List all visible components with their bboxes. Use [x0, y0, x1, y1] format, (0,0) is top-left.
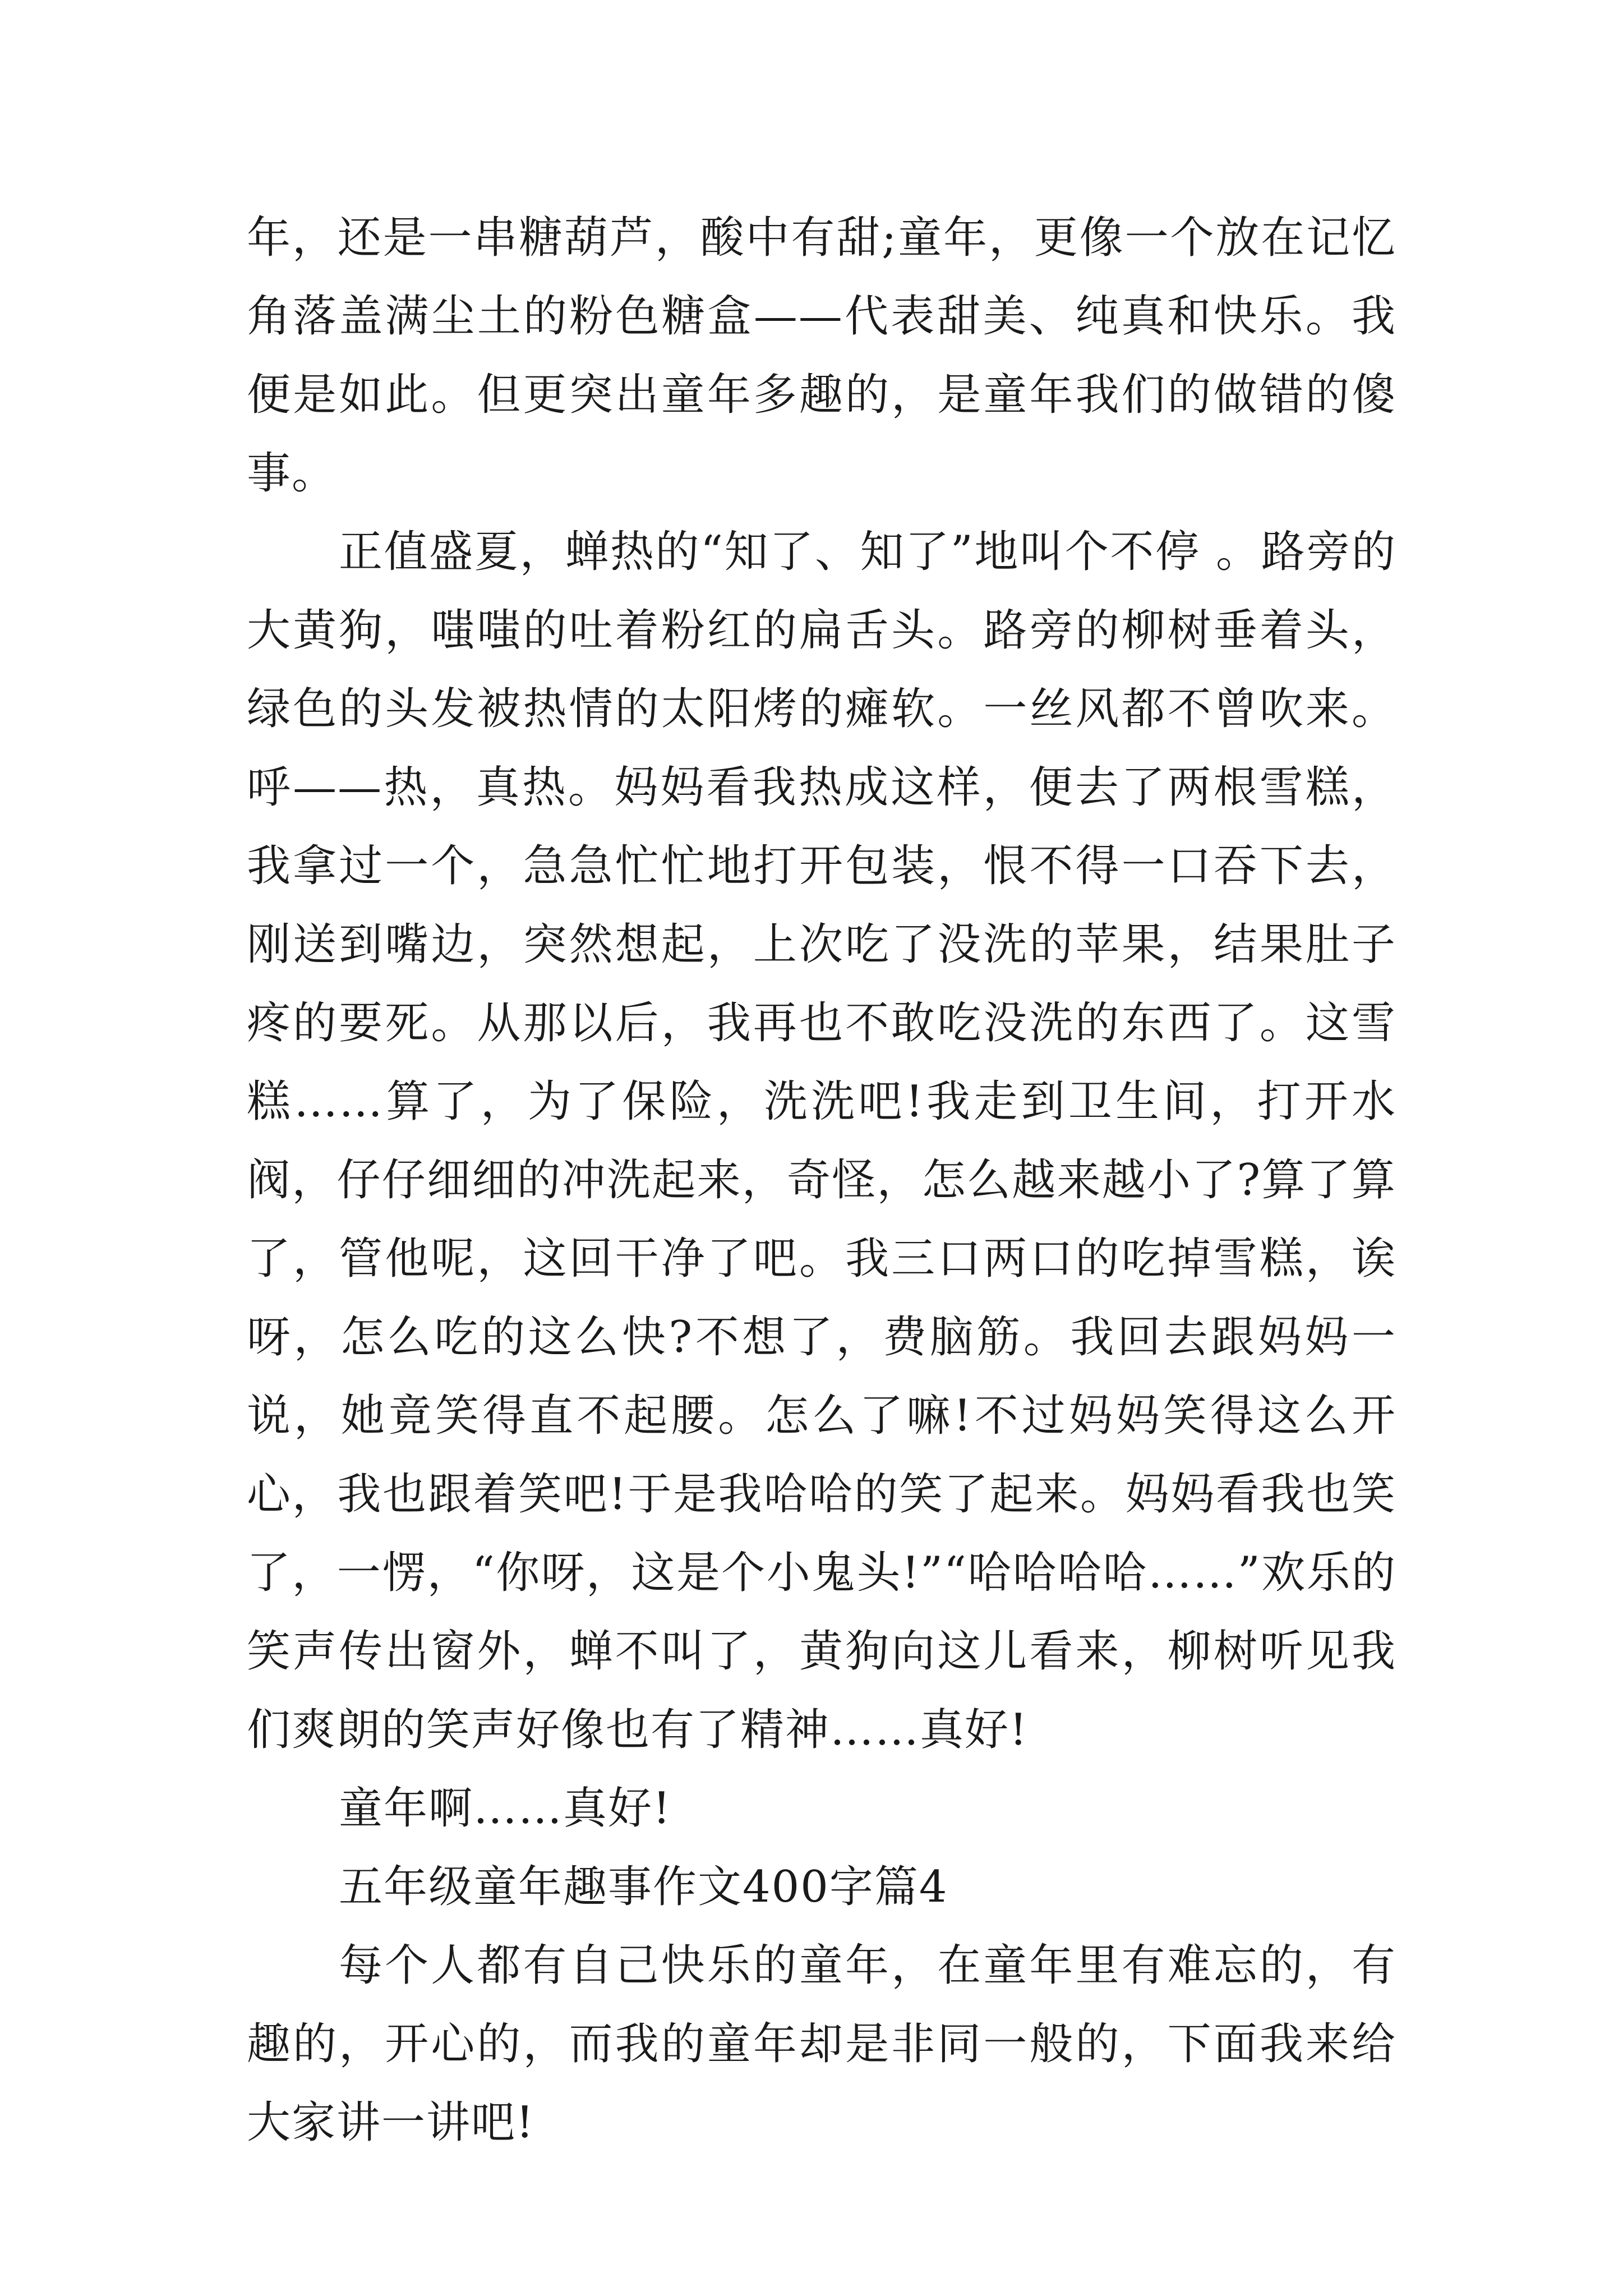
paragraph-1: 年，还是一串糖葫芦，酸中有甜;童年，更像一个放在记忆角落盖满尘土的粉色糖盒——代表甜美、纯真和快乐。我便是如此。但更突出童年多趣的，是童年我们的做错的傻事。 [247, 213, 1396, 499]
paragraph-3: 童年啊……真好! [339, 1783, 672, 1834]
paragraph-2: 正值盛夏，蝉热的“知了、知了”地叫个不停 。路旁的大黄狗，嗤嗤的吐着粉红的扁舌头。路旁的柳树垂着头，绿色的头发被热情的太阳烤的瘫软。一丝风都不曾吹来。呼——热，真热。妈妈看我热成这样，便去了两根雪糕，我拿过一个，急急忙忙地打开包装，恨不得一口吞下去，刚送到嘴边，突然想起，上次吃了没洗的苹果，结果肚子疼的要死。从那以后，我再也不敢吃没洗的东西了。这雪糕……算了，为了保险，洗洗吧!我走到卫生间，打开水阀，仔仔细细的冲洗起来，奇怪，怎么越来越小了?算了算了，管他呢，这回干净了吧。我三口两口的吃掉雪糕，诶呀，怎么吃的这么快?不想了，费脑筋。我回去跟妈妈一说，她竟笑得直不起腰。怎么了嘛!不过妈妈笑得这么开心，我也跟着笑吧!于是我哈哈的笑了起来。妈妈看我也笑了，一愣，“你呀，这是个小鬼头!”“哈哈哈哈……”欢乐的笑声传出窗外，蝉不叫了，黄狗向这儿看来，柳树听见我们爽朗的笑声好像也有了精神……真好! [247, 527, 1396, 1755]
section-heading: 五年级童年趣事作文400字篇4 [339, 1862, 948, 1912]
document-body [247, 199, 1396, 2162]
paragraph-4: 每个人都有自己快乐的童年，在童年里有难忘的，有趣的，开心的，而我的童年却是非同一般的，下面我来给大家讲一讲吧! [247, 1940, 1396, 2148]
